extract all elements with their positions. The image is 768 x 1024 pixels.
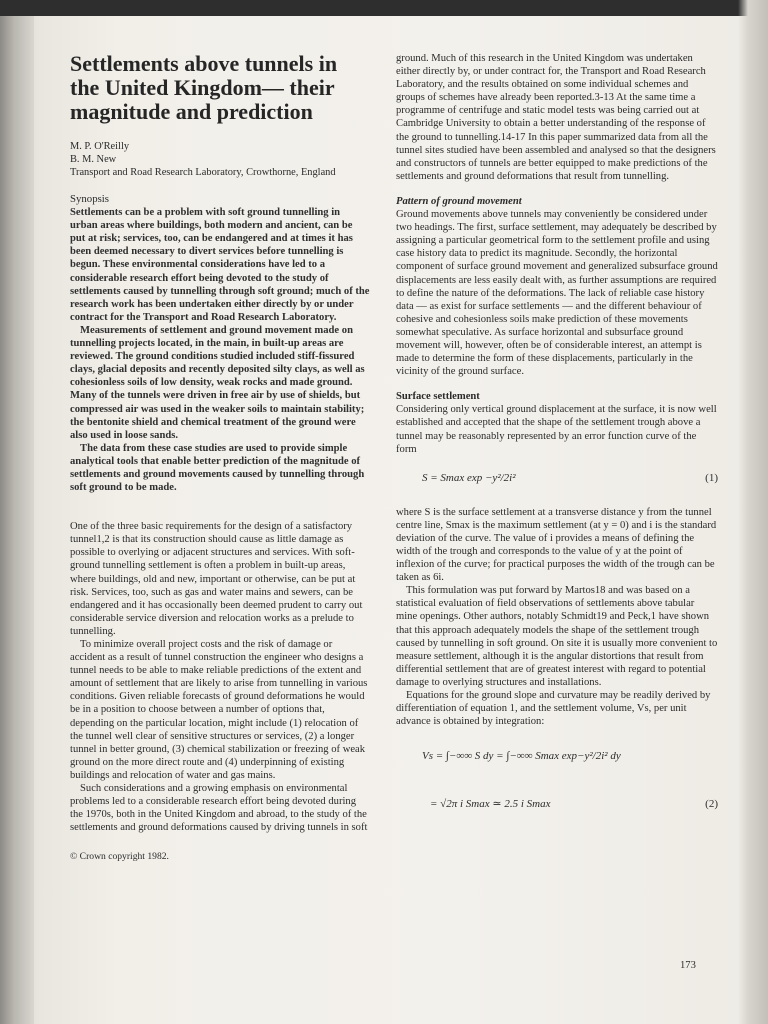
copyright-notice: © Crown copyright 1982. — [70, 851, 169, 863]
synopsis-heading: Synopsis — [70, 193, 110, 205]
intro-continued — [396, 52, 718, 183]
top-edge — [0, 0, 768, 16]
equation-2 — [396, 738, 718, 826]
equation-1-number: (1) — [705, 471, 718, 484]
equation-2-result: = √2π i Smax ≃ 2.5 i Smax — [430, 798, 551, 811]
body-paragraph: Ground movements above tunnels may conveniently be considered under two headings. The first, surface settlement, may adequately be described by assigning a particular geometrical form to the settlement profile and using case history data to predict its magnitude. Secondly, the horizontal component of surface ground movement and generalized subsurface ground displacements are less easily dealt with, as further assumptions are required to define the nature of the deformations. The lack of reliable case history data — as exist for surface settlements — and the different behaviour of cohesive and cohesionless soils make prediction of these movements somewhat speculative. As surface horizontal and subsurface ground movement will, however, often be of considerable interest, an attempt is made to determine the form of these displacements, particularly in the vicinity of the ground surface. — [396, 209, 718, 378]
body-paragraph: Considering only vertical ground displacement at the surface, it is now well established and accepted that the shape of the settlement trough above a tunnel may be reasonably represented by an error function curve of the form — [396, 404, 717, 455]
section-surface-settlement-continued — [396, 506, 718, 729]
section-surface-settlement — [396, 403, 718, 455]
section-heading-surface-settlement: Surface settlement — [396, 391, 480, 403]
equation-2-number: (2) — [705, 798, 718, 811]
equation-1 — [396, 466, 718, 496]
introduction — [70, 520, 370, 834]
synopsis-paragraph: Settlements can be a problem with soft ground tunnelling in urban areas where buildings, both modern and ancient, can be put at risk; services, too, can be endangered and at times it has been deemed necessary to divert services before tunnelling is begun. These environmental considerations have led to a considerable research effort being devoted to the study of settlements caused by tunnelling through soft ground; much of the research work has been undertaken either directly by or under contract for the Transport and Road Research Laboratory. — [70, 207, 370, 323]
author-2: B. M. New — [70, 154, 117, 165]
equation-2-integral: Vs = ∫−∞∞ S dy = ∫−∞∞ Smax exp−y²/2i² dy — [422, 750, 621, 763]
body-paragraph: This formulation was put forward by Martos18 and was based on a statistical evaluation of field observations of settlements above tabular mine openings. Other authors, notably Schmidt19 and Peck,1 have shown that this approach adequately models the shape of the settlement trough caused by tunnelling in soft ground. On site it is usually more convenient to measure settlement, although it is the angular distortions that result from differential settlement that are of greatest interest with regard to potential damage to overlying structures and installations. — [396, 585, 718, 688]
affiliation: Transport and Road Research Laboratory, Crowthorne, England — [70, 167, 336, 178]
body-paragraph: ground. Much of this research in the United Kingdom was undertaken either directly by, or under contract for, the Transport and Road Research Laboratory, and the results obtained on some individual schemes and groups of schemes have already been reported.3-13 At the same time a programme of centrifuge and static model tests was being carried out at Cambridge University to obtain a better understanding of the response of the ground to tunnelling.14-17 In this paper summarized data from all the tunnel sites studied have been assembled and analysed so that the designers and constructors of tunnels are better equipped to make predictions of the settlements and ground deformations that result from tunnelling. — [396, 53, 716, 182]
section-heading-ground-movement: Pattern of ground movement — [396, 195, 522, 207]
equation-1-formula: S = Smax exp −y²/2i² — [422, 471, 516, 484]
body-paragraph: Equations for the ground slope and curvature may be readily derived by differentiation of equation 1, and the settlement volume, Vs, per unit advance is obtained by integration: — [396, 690, 711, 728]
left-column — [70, 52, 370, 864]
synopsis — [70, 206, 370, 494]
synopsis-paragraph: The data from these case studies are used to provide simple analytical tools that enable better prediction of the magnitude of settlements and ground movements caused by tunnelling through soft ground to be made. — [70, 442, 365, 494]
body-paragraph: One of the three basic requirements for the design of a satisfactory tunnel1,2 is that its construction should cause as little damage as possible to overlying or adjacent structures and services. With soft-ground tunnelling settlement is often a problem in built-up areas, where buildings, old and new, important or otherwise, can be put at risk. Services, too, such as gas and water mains and sewers, can be endangered and it has occasionally been deemed prudent to carry out considerable service diversion and relocation works as a prelude to tunnelling. — [70, 521, 363, 637]
body-paragraph: where S is the surface settlement at a transverse distance y from the tunnel centre line, Smax is the maximum settlement (at y = 0) and i is the standard deviation of the curve. The value of i provides a means of defining the width of the trough and corresponds to the value of y at the point of inflexion of the curve; for practical purposes the width of the trough can be taken as 6i. — [396, 506, 717, 584]
body-paragraph: Such considerations and a growing emphasis on environmental problems led to a considerable research effort being devoted during the 1970s, both in the United Kingdom and abroad, to the study of the settlements and ground deformations caused by driving tunnels in soft — [70, 783, 368, 834]
author-1: M. P. O'Reilly — [70, 141, 130, 152]
right-edge — [738, 0, 768, 1024]
binding-shadow — [0, 0, 34, 1024]
right-column — [396, 52, 718, 826]
body-paragraph: To minimize overall project costs and the risk of damage or accident as a result of tunnel construction the engineer who designs a tunnel needs to be able to make reliable predictions of the extent and amount of settlement that are likely to arise from tunnelling in various conditions. Given reliable forecasts of ground deformations he would be in a position to choose between a number of options that, depending on the particular location, might include (1) relocation of the tunnel well clear of sensitive structures or services, (2) a longer tunnel in better ground, (3) chemical stabilization or freezing of weak ground on the more direct route and (4) underpinning of existing buildings and relocation of water and gas mains. — [70, 639, 368, 781]
article-title: Settlements above tunnels in the United Kingdom— their magnitude and prediction — [70, 51, 338, 124]
section-ground-movement — [396, 208, 718, 378]
synopsis-paragraph: Measurements of settlement and ground movement made on tunnelling projects located, in the main, in built-up areas are reviewed. The ground conditions studied included stiff-fissured clays, glacial deposits and recently deposited silty clays, as well as cohesionless soils of low density, weak rocks and made ground. Many of the tunnels were driven in free air by use of shields, but compressed air was used in the weaker soils to maintain stability; the bentonite shield and chemical treatment of the ground were also used in loose sands. — [70, 324, 365, 441]
page-number: 173 — [680, 960, 696, 971]
authors — [70, 140, 370, 179]
